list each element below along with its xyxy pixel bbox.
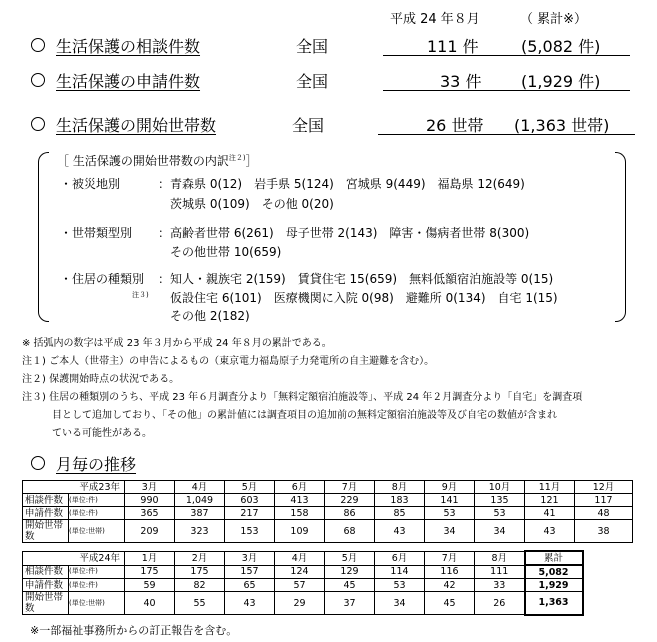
table-cell: 41 [525, 507, 575, 520]
table-cell: 53 [375, 579, 425, 592]
table-cell: 413 [275, 494, 325, 507]
table-cell: 603 [225, 494, 275, 507]
note-line: ている可能性がある。 [22, 428, 152, 439]
row-unit: (単位:件) [69, 507, 125, 520]
total-cell: 1,929 [525, 579, 583, 592]
month-header: 11月 [525, 481, 575, 494]
summary-title: 生活保護の開始世帯数 [56, 116, 217, 135]
table-cell: 34 [425, 520, 475, 543]
table-cell: 29 [275, 592, 325, 615]
table-cell: 45 [425, 592, 475, 615]
summary-value: 33 件 [440, 72, 482, 91]
table-cell: 37 [325, 592, 375, 615]
table-year: 平成24年 [23, 551, 125, 565]
table-cell: 59 [125, 579, 175, 592]
row-label: 申請件数 [23, 507, 69, 520]
left-bracket [38, 152, 49, 322]
table-cell: 175 [125, 565, 175, 579]
month-header: 3月 [225, 551, 275, 565]
table-cell: 111 [475, 565, 525, 579]
summary-title: 生活保護の相談件数 [56, 37, 201, 56]
table-cell: 65 [225, 579, 275, 592]
month-header: 5月 [225, 481, 275, 494]
month-header: 8月 [375, 481, 425, 494]
total-header: 累計 [525, 551, 583, 565]
breakdown-label-housing: ・住居の種類別 [60, 272, 145, 286]
table-cell: 135 [475, 494, 525, 507]
table-cell: 158 [275, 507, 325, 520]
monthly-table-2012 [22, 550, 584, 616]
summary-cumulative: (5,082 件) [521, 37, 601, 56]
table-cell: 55 [175, 592, 225, 615]
row-label: 相談件数 [23, 494, 69, 507]
note-line: 注３) 住居の種類別のうち、平成 23 年６月調査分より「無料定額宿泊施設等」、平成 24 年２月調査分より「自宅」を調査項 [22, 392, 583, 403]
month-header: 6月 [275, 481, 325, 494]
table-cell: 183 [375, 494, 425, 507]
row-label: 相談件数 [23, 565, 69, 579]
circle-bullet-icon [31, 38, 45, 52]
table-row [23, 592, 583, 615]
table-row [23, 507, 633, 520]
table-cell: 114 [375, 565, 425, 579]
table-cell: 43 [225, 592, 275, 615]
summary-scope: 全国 [296, 37, 329, 56]
table-cell: 1,049 [175, 494, 225, 507]
month-header: 2月 [175, 551, 225, 565]
table-cell: 43 [375, 520, 425, 543]
table-cell: 129 [325, 565, 375, 579]
table-cell: 57 [275, 579, 325, 592]
table-cell: 82 [175, 579, 225, 592]
right-bracket [615, 152, 626, 322]
table-cell: 85 [375, 507, 425, 520]
note-line: 注１) ご本人（世帯主）の申告によるもの（東京電力福島原子力発電所の自主避難を含む）。 [22, 356, 435, 367]
breakdown-line: ：高齢者世帯 6(261) 母子世帯 2(143) 障害・傷病者世帯 8(300) [158, 226, 530, 240]
table-cell: 175 [175, 565, 225, 579]
row-label: 開始世帯数 [23, 520, 69, 543]
breakdown-line: その他世帯 10(659) [158, 245, 282, 259]
note-line: 注２) 保護開始時点の状況である。 [22, 374, 180, 385]
month-header: 12月 [575, 481, 633, 494]
month-header: 4月 [175, 481, 225, 494]
table-row [23, 565, 583, 579]
table-cell: 117 [575, 494, 633, 507]
table-cell: 68 [325, 520, 375, 543]
breakdown-label-note: 注３) [132, 291, 149, 299]
summary-scope: 全国 [292, 116, 325, 135]
table-cell: 229 [325, 494, 375, 507]
month-header: 10月 [475, 481, 525, 494]
table-cell: 209 [125, 520, 175, 543]
table-cell: 153 [225, 520, 275, 543]
row-unit: (単位:件) [69, 579, 125, 592]
breakdown-line: 仮設住宅 6(101) 医療機関に入院 0(98) 避難所 0(134) 自宅 1(15) [158, 291, 558, 305]
table-cell: 43 [525, 520, 575, 543]
table-cell: 38 [575, 520, 633, 543]
table-row [23, 520, 633, 543]
row-label: 申請件数 [23, 579, 69, 592]
summary-cumulative: (1,929 件) [521, 72, 601, 91]
table-cell: 86 [325, 507, 375, 520]
table-cell: 45 [325, 579, 375, 592]
table-cell: 40 [125, 592, 175, 615]
monthly-footnote: ※一部福祉事務所からの訂正報告を含む。 [30, 624, 238, 637]
cumulative-header: （ 累計※） [520, 12, 588, 27]
table-cell: 109 [275, 520, 325, 543]
row-label: 開始世帯数 [23, 592, 69, 615]
breakdown-line: 茨城県 0(109) その他 0(20) [158, 197, 334, 211]
report-period: 平成 24 年８月 [390, 12, 480, 27]
circle-bullet-icon [31, 456, 45, 470]
table-cell: 157 [225, 565, 275, 579]
monthly-table-2011 [22, 480, 633, 543]
month-header: 7月 [325, 481, 375, 494]
month-header: 7月 [425, 551, 475, 565]
month-header: 8月 [475, 551, 525, 565]
month-header: 6月 [375, 551, 425, 565]
table-cell: 42 [425, 579, 475, 592]
breakdown-label-household-type: ・世帯類型別 [60, 226, 133, 240]
monthly-title: 月毎の推移 [56, 455, 137, 474]
table-cell: 365 [125, 507, 175, 520]
table-cell: 34 [475, 520, 525, 543]
summary-scope: 全国 [296, 72, 329, 91]
table-cell: 387 [175, 507, 225, 520]
table-cell: 48 [575, 507, 633, 520]
table-year: 平成23年 [23, 481, 125, 494]
circle-bullet-icon [31, 117, 45, 131]
note-line: ※ 括弧内の数字は平成 23 年３月から平成 24 年８月の累計である。 [22, 338, 332, 349]
month-header: 4月 [275, 551, 325, 565]
month-header: 5月 [325, 551, 375, 565]
breakdown-heading: ［ 生活保護の開始世帯数の内訳$^{注2)}$］ [57, 154, 258, 168]
table-cell: 990 [125, 494, 175, 507]
row-unit: (単位:件) [69, 565, 125, 579]
circle-bullet-icon [31, 73, 45, 87]
table-cell: 323 [175, 520, 225, 543]
breakdown-line: ：青森県 0(12) 岩手県 5(124) 宮城県 9(449) 福島県 12(649) [158, 177, 525, 191]
table-cell: 33 [475, 579, 525, 592]
breakdown-label-region: ・被災地別 [60, 177, 121, 191]
month-header: 3月 [125, 481, 175, 494]
table-cell: 53 [475, 507, 525, 520]
month-header: 1月 [125, 551, 175, 565]
row-unit: (単位:件) [69, 494, 125, 507]
breakdown-line: ：知人・親族宅 2(159) 賃貸住宅 15(659) 無料低額宿泊施設等 0(15) [158, 272, 554, 286]
table-row [23, 579, 583, 592]
table-cell: 141 [425, 494, 475, 507]
summary-value: 26 世帯 [426, 116, 484, 135]
table-cell: 121 [525, 494, 575, 507]
total-cell: 5,082 [525, 565, 583, 579]
table-header-row [23, 481, 633, 494]
total-cell: 1,363 [525, 592, 583, 615]
summary-value: 111 件 [427, 37, 479, 56]
note-line: 目として追加しており、「その他」の累計値には調査項目の追加前の無料定額宿泊施設等及び自宅の数値が含まれ [22, 410, 557, 421]
month-header: 9月 [425, 481, 475, 494]
table-cell: 124 [275, 565, 325, 579]
table-row [23, 494, 633, 507]
breakdown-line: その他 2(182) [158, 309, 250, 323]
table-cell: 53 [425, 507, 475, 520]
table-cell: 116 [425, 565, 475, 579]
table-header-row [23, 551, 583, 565]
table-cell: 217 [225, 507, 275, 520]
row-unit: (単位:世帯) [69, 592, 125, 615]
table-cell: 26 [475, 592, 525, 615]
summary-cumulative: (1,363 世帯) [514, 116, 610, 135]
table-cell: 34 [375, 592, 425, 615]
summary-title: 生活保護の申請件数 [56, 72, 201, 91]
row-unit: (単位:世帯) [69, 520, 125, 543]
